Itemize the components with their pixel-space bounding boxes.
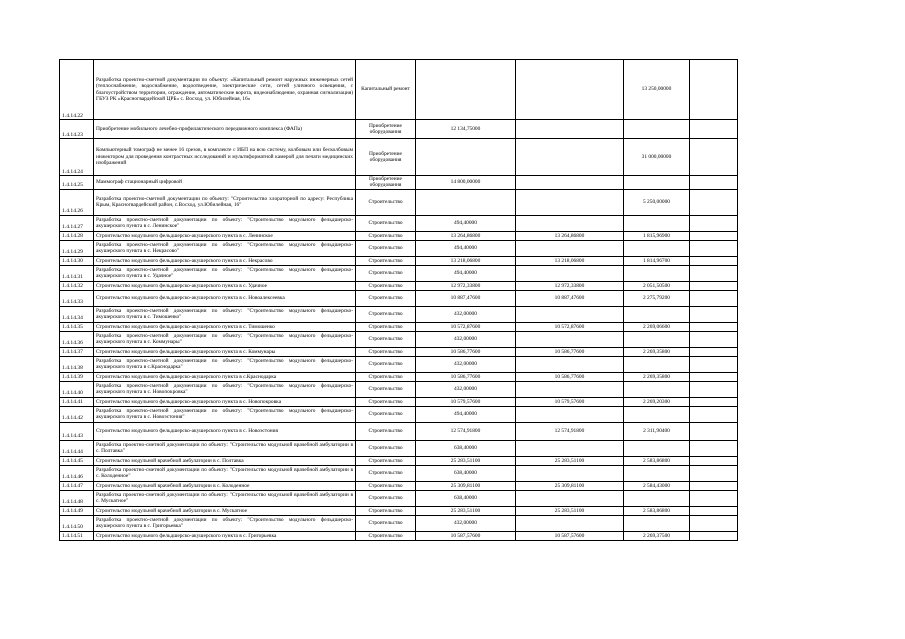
row-amount-2 xyxy=(516,240,624,256)
row-amount-1: 25 309,81100 xyxy=(416,481,516,490)
row-amount-1: 10 579,57600 xyxy=(416,397,516,406)
row-work-type: Строительство xyxy=(356,381,416,397)
row-amount-2: 12 574,91800 xyxy=(516,422,624,440)
row-empty-cell xyxy=(690,331,738,347)
row-number: 1.4.14.40 xyxy=(60,381,94,397)
row-number: 1.4.14.33 xyxy=(60,290,94,306)
row-amount-1: 432,00000 xyxy=(416,306,516,322)
row-amount-1: 12 972,33800 xyxy=(416,281,516,290)
row-work-type: Строительство xyxy=(356,331,416,347)
row-work-type: Строительство xyxy=(356,490,416,506)
row-description: Строительство модульной врачебной амбулатории в с. Колоденное xyxy=(94,481,356,490)
row-amount-3: 5 250,00000 xyxy=(624,189,690,215)
row-description: Разработка проектно-сметной документации по объекту: "Строительство хлораторной по адресу: Республика Крым, Красногвардейский район, с.Восход, ул.Юбилейная, 16" xyxy=(94,189,356,215)
row-work-type: Строительство xyxy=(356,265,416,281)
row-empty-cell xyxy=(690,506,738,515)
row-description: Разработка проектно-сметной документации по объекту: «Капитальный ремонт наружных инженерных сетей (теплоснабжение, водоснабжение, водоотведение, электрические сети, сетей уличного освещения, с благоустройством территории, ограждение, автоматические ворота, видеонаблюдение, охранная сигнализация) ГБУЗ РК «Красногвардейской ЦРБ» с. Восход, ул. Юбилейная, 16» xyxy=(94,60,356,120)
row-description: Разработка проектно-сметной документации по объекту: "Строительство модульной врачебной амбулатории в с. Колоденное" xyxy=(94,465,356,481)
row-number: 1.4.14.30 xyxy=(60,256,94,265)
row-amount-3 xyxy=(624,306,690,322)
row-empty-cell xyxy=(690,281,738,290)
row-work-type: Строительство xyxy=(356,290,416,306)
row-work-type: Строительство xyxy=(356,406,416,422)
row-empty-cell xyxy=(690,456,738,465)
row-number: 1.4.14.31 xyxy=(60,265,94,281)
row-number: 1.4.14.43 xyxy=(60,422,94,440)
row-amount-3 xyxy=(624,215,690,231)
row-amount-3: 2 269,35800 xyxy=(624,372,690,381)
row-amount-3: 2 275,79200 xyxy=(624,290,690,306)
row-description: Строительство модульного фельдшерско-акушерского пункта в с. Новопокровка xyxy=(94,397,356,406)
row-amount-2 xyxy=(516,306,624,322)
row-empty-cell xyxy=(690,490,738,506)
row-amount-3 xyxy=(624,120,690,139)
row-work-type: Строительство xyxy=(356,322,416,331)
table-row xyxy=(60,481,738,490)
row-description: Разработка проектно-сметной документации по объекту: "Строительство модульного фельдшерско-акушерского пункта в с. Удачное" xyxy=(94,265,356,281)
row-work-type: Строительство xyxy=(356,240,416,256)
row-amount-2: 12 972,33800 xyxy=(516,281,624,290)
row-amount-2 xyxy=(516,440,624,456)
row-empty-cell xyxy=(690,256,738,265)
row-work-type: Строительство xyxy=(356,506,416,515)
row-empty-cell xyxy=(690,139,738,176)
row-amount-1: 494,40000 xyxy=(416,265,516,281)
row-amount-2: 10 572,87600 xyxy=(516,322,624,331)
table-row xyxy=(60,506,738,515)
row-work-type: Строительство xyxy=(356,397,416,406)
row-description: Строительство модульного фельдшерско-акушерского пункта в с. Коммунары xyxy=(94,347,356,356)
row-description: Строительство модульного фельдшерско-акушерского пункта в с. Новоалексеевка xyxy=(94,290,356,306)
row-amount-1 xyxy=(416,189,516,215)
row-amount-3: 2 269,35800 xyxy=(624,347,690,356)
row-amount-2 xyxy=(516,406,624,422)
row-amount-2 xyxy=(516,139,624,176)
table-row xyxy=(60,215,738,231)
row-amount-3: 13 250,00000 xyxy=(624,60,690,120)
row-amount-1: 638,40000 xyxy=(416,465,516,481)
row-empty-cell xyxy=(690,381,738,397)
row-amount-2: 10 586,77600 xyxy=(516,372,624,381)
table-row xyxy=(60,515,738,531)
table-row xyxy=(60,397,738,406)
row-empty-cell xyxy=(690,265,738,281)
row-amount-3: 2 584,43000 xyxy=(624,481,690,490)
row-description: Строительство модульного фельдшерско-акушерского пункта в с. Удачное xyxy=(94,281,356,290)
table-row xyxy=(60,465,738,481)
row-description: Приобретение мобильного лечебно-профилактического передвижного комплекса (ФАПа) xyxy=(94,120,356,139)
row-amount-3 xyxy=(624,381,690,397)
row-amount-2 xyxy=(516,176,624,190)
row-amount-3 xyxy=(624,465,690,481)
row-amount-2 xyxy=(516,331,624,347)
row-work-type: Строительство xyxy=(356,440,416,456)
row-number: 1.4.14.38 xyxy=(60,356,94,372)
row-amount-3: 2 269,20300 xyxy=(624,397,690,406)
table-row xyxy=(60,290,738,306)
row-amount-3: 1 815,96900 xyxy=(624,231,690,240)
table-row xyxy=(60,372,738,381)
row-number: 1.4.14.44 xyxy=(60,440,94,456)
table-row xyxy=(60,256,738,265)
row-amount-2 xyxy=(516,189,624,215)
row-amount-3: 2 583,86800 xyxy=(624,456,690,465)
row-empty-cell xyxy=(690,120,738,139)
row-amount-3: 2 311,90400 xyxy=(624,422,690,440)
row-amount-1: 638,40000 xyxy=(416,490,516,506)
row-amount-3 xyxy=(624,240,690,256)
row-amount-2 xyxy=(516,490,624,506)
table-row xyxy=(60,120,738,139)
row-amount-3 xyxy=(624,331,690,347)
row-amount-3: 2 269,37500 xyxy=(624,531,690,540)
table-row xyxy=(60,281,738,290)
row-number: 1.4.14.24 xyxy=(60,139,94,176)
row-description: Строительство модульного фельдшерско-акушерского пункта в с.Краснодарка xyxy=(94,372,356,381)
row-amount-1: 25 283,51100 xyxy=(416,506,516,515)
row-amount-3 xyxy=(624,490,690,506)
table-row xyxy=(60,139,738,176)
table-body xyxy=(60,60,738,541)
row-description: Строительство модульной врачебной амбулатории в с. Полтавка xyxy=(94,456,356,465)
row-work-type: Строительство xyxy=(356,256,416,265)
row-empty-cell xyxy=(690,356,738,372)
row-empty-cell xyxy=(690,306,738,322)
row-description: Строительство модульного фельдшерско-акушерского пункта в с. Некрасово xyxy=(94,256,356,265)
row-amount-3 xyxy=(624,176,690,190)
row-amount-2 xyxy=(516,60,624,120)
row-work-type: Строительство xyxy=(356,531,416,540)
row-amount-3: 2 051,50500 xyxy=(624,281,690,290)
row-work-type: Приобретение оборудования xyxy=(356,120,416,139)
row-amount-1: 432,00000 xyxy=(416,331,516,347)
row-amount-3 xyxy=(624,265,690,281)
row-description: Разработка проектно-сметной документации по объекту: "Строительство модульной врачебной амбулатории в с. Мускатное" xyxy=(94,490,356,506)
row-number: 1.4.14.50 xyxy=(60,515,94,531)
row-amount-1: 10 887,47600 xyxy=(416,290,516,306)
row-empty-cell xyxy=(690,397,738,406)
table-row xyxy=(60,331,738,347)
row-work-type: Строительство xyxy=(356,481,416,490)
table-row xyxy=(60,490,738,506)
table-row xyxy=(60,306,738,322)
row-amount-3 xyxy=(624,515,690,531)
row-empty-cell xyxy=(690,290,738,306)
row-number: 1.4.14.41 xyxy=(60,397,94,406)
row-description: Строительство модульного фельдшерско-акушерского пункта в с. Тимошенко xyxy=(94,322,356,331)
row-number: 1.4.14.36 xyxy=(60,331,94,347)
row-amount-2: 10 887,47600 xyxy=(516,290,624,306)
row-work-type: Приобретение оборудования xyxy=(356,139,416,176)
row-work-type: Строительство xyxy=(356,465,416,481)
table-row xyxy=(60,456,738,465)
row-work-type: Строительство xyxy=(356,422,416,440)
row-amount-1: 432,00000 xyxy=(416,356,516,372)
row-empty-cell xyxy=(690,176,738,190)
row-description: Маммограф стационарный цифровой xyxy=(94,176,356,190)
row-amount-2: 25 283,51100 xyxy=(516,456,624,465)
row-description: Строительство модульного фельдшерско-акушерского пункта в с. Григорьевка xyxy=(94,531,356,540)
row-work-type: Строительство xyxy=(356,456,416,465)
row-empty-cell xyxy=(690,465,738,481)
row-amount-3: 2 269,06600 xyxy=(624,322,690,331)
row-description: Разработка проектно-сметной документации по объекту: "Строительство модульного фельдшерско-акушерского пункта в с. Новоэстония" xyxy=(94,406,356,422)
row-number: 1.4.14.48 xyxy=(60,490,94,506)
row-description: Разработка проектно-сметной документации по объекту: "Строительство модульного фельдшерско-акушерского пункта в с. Ленинское" xyxy=(94,215,356,231)
row-description: Разработка проектно-сметной документации по объекту: "Строительство модульного фельдшерско-акушерского пункта в с. Григорьевка" xyxy=(94,515,356,531)
row-amount-1: 494,40000 xyxy=(416,240,516,256)
row-amount-2: 25 309,81100 xyxy=(516,481,624,490)
row-amount-1 xyxy=(416,139,516,176)
row-number: 1.4.14.23 xyxy=(60,120,94,139)
row-empty-cell xyxy=(690,240,738,256)
row-number: 1.4.14.25 xyxy=(60,176,94,190)
row-amount-2: 25 283,51100 xyxy=(516,506,624,515)
row-work-type: Строительство xyxy=(356,281,416,290)
table-row xyxy=(60,356,738,372)
row-amount-2 xyxy=(516,265,624,281)
row-number: 1.4.14.45 xyxy=(60,456,94,465)
row-work-type: Строительство xyxy=(356,189,416,215)
row-amount-1: 432,00000 xyxy=(416,381,516,397)
row-amount-2 xyxy=(516,120,624,139)
row-number: 1.4.14.49 xyxy=(60,506,94,515)
row-number: 1.4.14.32 xyxy=(60,281,94,290)
row-description: Строительство модульного фельдшерско-акушерского пункта в с. Ленинское xyxy=(94,231,356,240)
row-amount-2: 10 587,57600 xyxy=(516,531,624,540)
row-description: Разработка проектно-сметной документации по объекту: "Строительство модульной врачебной амбулатории в с. Полтавка" xyxy=(94,440,356,456)
row-empty-cell xyxy=(690,60,738,120)
row-amount-1: 10 586,77600 xyxy=(416,347,516,356)
row-number: 1.4.14.35 xyxy=(60,322,94,331)
row-amount-1: 494,40000 xyxy=(416,406,516,422)
row-empty-cell xyxy=(690,515,738,531)
table-row xyxy=(60,60,738,120)
row-number: 1.4.14.28 xyxy=(60,231,94,240)
row-amount-2: 13 264,86800 xyxy=(516,231,624,240)
row-number: 1.4.14.29 xyxy=(60,240,94,256)
row-work-type: Строительство xyxy=(356,215,416,231)
row-number: 1.4.14.47 xyxy=(60,481,94,490)
row-amount-2 xyxy=(516,465,624,481)
row-description: Разработка проектно-сметной документации по объекту: "Строительство модульного фельдшерско-акушерского пункта в с. Коммунары" xyxy=(94,331,356,347)
row-work-type: Строительство xyxy=(356,231,416,240)
row-amount-1: 432,00000 xyxy=(416,515,516,531)
row-number: 1.4.14.42 xyxy=(60,406,94,422)
row-empty-cell xyxy=(690,481,738,490)
row-amount-3 xyxy=(624,356,690,372)
row-number: 1.4.14.37 xyxy=(60,347,94,356)
table-row xyxy=(60,347,738,356)
row-amount-2: 10 586,77600 xyxy=(516,347,624,356)
row-empty-cell xyxy=(690,406,738,422)
row-work-type: Строительство xyxy=(356,515,416,531)
row-number: 1.4.14.26 xyxy=(60,189,94,215)
table-row xyxy=(60,231,738,240)
row-number: 1.4.14.34 xyxy=(60,306,94,322)
row-amount-1: 13 264,86800 xyxy=(416,231,516,240)
row-amount-1: 494,40000 xyxy=(416,215,516,231)
row-number: 1.4.14.39 xyxy=(60,372,94,381)
table-row xyxy=(60,531,738,540)
row-work-type: Капитальный ремонт xyxy=(356,60,416,120)
row-amount-1 xyxy=(416,60,516,120)
row-amount-2 xyxy=(516,215,624,231)
row-work-type: Строительство xyxy=(356,372,416,381)
table-row xyxy=(60,189,738,215)
row-empty-cell xyxy=(690,231,738,240)
row-number: 1.4.14.22 xyxy=(60,60,94,120)
row-number: 1.4.14.46 xyxy=(60,465,94,481)
row-description: Компьютерный томограф не менее 16 срезов, в комплекте с ИБП на всю систему, колбовым или бесколбовым инжектором для проведения контрастных исследований и мультиформатной камерой для печати медицинских изображений xyxy=(94,139,356,176)
row-empty-cell xyxy=(690,347,738,356)
row-work-type: Строительство xyxy=(356,356,416,372)
row-empty-cell xyxy=(690,422,738,440)
row-amount-3 xyxy=(624,406,690,422)
row-number: 1.4.14.27 xyxy=(60,215,94,231)
row-work-type: Строительство xyxy=(356,347,416,356)
row-amount-1: 12 134,75000 xyxy=(416,120,516,139)
row-amount-1: 10 587,57600 xyxy=(416,531,516,540)
table-row xyxy=(60,176,738,190)
row-description: Разработка проектно-сметной документации по объекту: "Строительство модульного фельдшерско-акушерского пункта в с. Тимошенко" xyxy=(94,306,356,322)
row-empty-cell xyxy=(690,372,738,381)
table-row xyxy=(60,265,738,281)
row-empty-cell xyxy=(690,189,738,215)
row-work-type: Приобретение оборудования xyxy=(356,176,416,190)
row-amount-1: 10 586,77600 xyxy=(416,372,516,381)
row-empty-cell xyxy=(690,215,738,231)
row-amount-1: 10 572,87600 xyxy=(416,322,516,331)
table-row xyxy=(60,322,738,331)
row-work-type: Строительство xyxy=(356,306,416,322)
row-amount-3 xyxy=(624,440,690,456)
table-row xyxy=(60,440,738,456)
table-row xyxy=(60,422,738,440)
row-amount-1: 12 574,91800 xyxy=(416,422,516,440)
budget-table xyxy=(59,59,738,541)
row-description: Разработка проектно-сметной документации по объекту: "Строительство модульного фельдшерско-акушерского пункта в с. Некрасово" xyxy=(94,240,356,256)
row-empty-cell xyxy=(690,322,738,331)
row-amount-2 xyxy=(516,381,624,397)
row-amount-3: 2 583,86800 xyxy=(624,506,690,515)
row-empty-cell xyxy=(690,440,738,456)
row-amount-2: 10 579,57600 xyxy=(516,397,624,406)
row-amount-2 xyxy=(516,356,624,372)
row-amount-1: 638,40000 xyxy=(416,440,516,456)
table-row xyxy=(60,406,738,422)
row-amount-3: 31 000,00000 xyxy=(624,139,690,176)
row-amount-2: 13 218,06800 xyxy=(516,256,624,265)
row-number: 1.4.14.51 xyxy=(60,531,94,540)
row-amount-1: 14 800,00000 xyxy=(416,176,516,190)
row-description: Строительство модульной врачебной амбулатории в с. Мускатное xyxy=(94,506,356,515)
row-amount-2 xyxy=(516,515,624,531)
row-description: Разработка проектно-сметной документации по объекту: "Строительство модульного фельдшерско-акушерского пункта в с. Новопокровка" xyxy=(94,381,356,397)
row-empty-cell xyxy=(690,531,738,540)
row-description: Разработка проектно-сметной документации по объекту: "Строительство модульного фельдшерско-акушерского пункта в с.Краснодарка" xyxy=(94,356,356,372)
row-amount-1: 25 283,51100 xyxy=(416,456,516,465)
row-description: Строительство модульного фельдшерско-акушерского пункта в с. Новоэстония xyxy=(94,422,356,440)
row-amount-1: 13 218,06800 xyxy=(416,256,516,265)
table-row xyxy=(60,381,738,397)
row-amount-3: 1 814,96700 xyxy=(624,256,690,265)
table-row xyxy=(60,240,738,256)
